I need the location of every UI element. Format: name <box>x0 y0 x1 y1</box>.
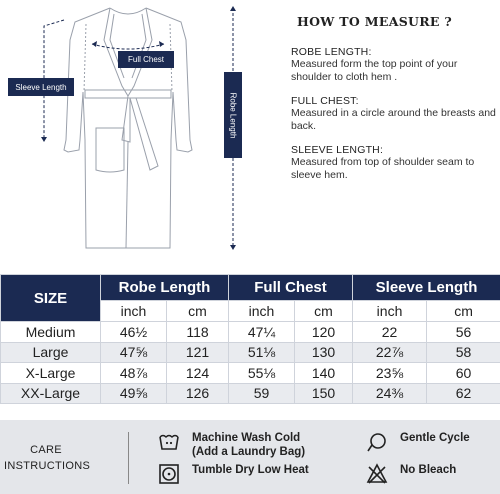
care-text-line: (Add a Laundry Bag) <box>192 446 306 458</box>
unit-cell: inch <box>229 301 295 322</box>
measure-description: Measured form the top point of your shoulder to cloth hem . <box>291 58 458 83</box>
table-cell: 140 <box>295 363 353 384</box>
care-title-line: CARE <box>30 444 62 456</box>
table-cell: 62 <box>427 383 500 404</box>
table-cell: 46½ <box>101 322 167 343</box>
sleeve-length-header: Sleeve Length <box>353 275 500 301</box>
care-divider <box>128 432 129 484</box>
measure-title: HOW TO MEASURE ? <box>297 14 453 29</box>
table-cell: 124 <box>167 363 229 384</box>
size-chart-table <box>0 274 500 404</box>
measure-robe-length <box>291 46 496 84</box>
table-cell: 56 <box>427 322 500 343</box>
measure-heading: FULL CHEST: <box>291 95 359 107</box>
measure-heading: ROBE LENGTH: <box>291 46 372 58</box>
tumble-dry-icon <box>158 463 180 485</box>
table-row <box>1 342 500 363</box>
care-text: No Bleach <box>400 464 457 476</box>
wash-tub-icon <box>158 431 180 453</box>
table-cell: 55⅛ <box>229 363 295 384</box>
robe-length-label <box>224 72 242 158</box>
care-instructions-panel <box>0 420 500 494</box>
size-name: Medium <box>1 322 101 343</box>
unit-cell: inch <box>353 301 427 322</box>
care-gentle-cycle <box>366 431 470 453</box>
gentle-cycle-icon <box>366 431 388 453</box>
sleeve-length-label: Sleeve Length <box>8 78 74 96</box>
table-row <box>1 322 500 343</box>
table-cell: 118 <box>167 322 229 343</box>
table-header-row <box>1 275 500 301</box>
table-cell: 48⅞ <box>101 363 167 384</box>
table-cell: 49⅝ <box>101 383 167 404</box>
table-row <box>1 383 500 404</box>
table-cell: 59 <box>229 383 295 404</box>
table-cell: 51⅛ <box>229 342 295 363</box>
table-cell: 47⅝ <box>101 342 167 363</box>
full-chest-label: Full Chest <box>118 51 174 68</box>
unit-cell: cm <box>295 301 353 322</box>
care-text-line: Machine Wash Cold <box>192 432 301 444</box>
table-cell: 60 <box>427 363 500 384</box>
table-cell: 121 <box>167 342 229 363</box>
table-cell: 22⅞ <box>353 342 427 363</box>
table-cell: 24⅜ <box>353 383 427 404</box>
size-name: Large <box>1 342 101 363</box>
size-name: XX-Large <box>1 383 101 404</box>
measure-heading: SLEEVE LENGTH: <box>291 144 384 156</box>
table-cell: 130 <box>295 342 353 363</box>
no-bleach-icon <box>366 463 388 485</box>
table-cell: 22 <box>353 322 427 343</box>
care-machine-wash <box>158 431 305 459</box>
care-title-line: INSTRUCTIONS <box>4 460 91 472</box>
unit-cell: inch <box>101 301 167 322</box>
how-to-measure-section <box>291 14 496 193</box>
measure-description: Measured from top of shoulder seam to sleeve hem. <box>291 156 475 181</box>
table-cell: 120 <box>295 322 353 343</box>
full-chest-header: Full Chest <box>229 275 353 301</box>
care-text: Gentle Cycle <box>400 432 470 444</box>
robe-length-header: Robe Length <box>101 275 229 301</box>
care-tumble-dry <box>158 463 309 485</box>
measure-description: Measured in a circle around the breasts and back. <box>291 107 496 132</box>
robe-length-label-text: Robe Length <box>228 92 238 138</box>
care-no-bleach <box>366 463 456 485</box>
table-cell: 23⅝ <box>353 363 427 384</box>
care-title <box>4 442 91 474</box>
table-cell: 47¼ <box>229 322 295 343</box>
unit-cell: cm <box>167 301 229 322</box>
table-cell: 58 <box>427 342 500 363</box>
table-cell: 126 <box>167 383 229 404</box>
measure-sleeve-length <box>291 144 496 182</box>
unit-cell: cm <box>427 301 500 322</box>
care-text: Tumble Dry Low Heat <box>192 464 309 476</box>
table-row <box>1 363 500 384</box>
table-cell: 150 <box>295 383 353 404</box>
measure-full-chest <box>291 95 496 133</box>
size-header: SIZE <box>1 275 101 322</box>
size-name: X-Large <box>1 363 101 384</box>
care-text <box>192 431 305 459</box>
